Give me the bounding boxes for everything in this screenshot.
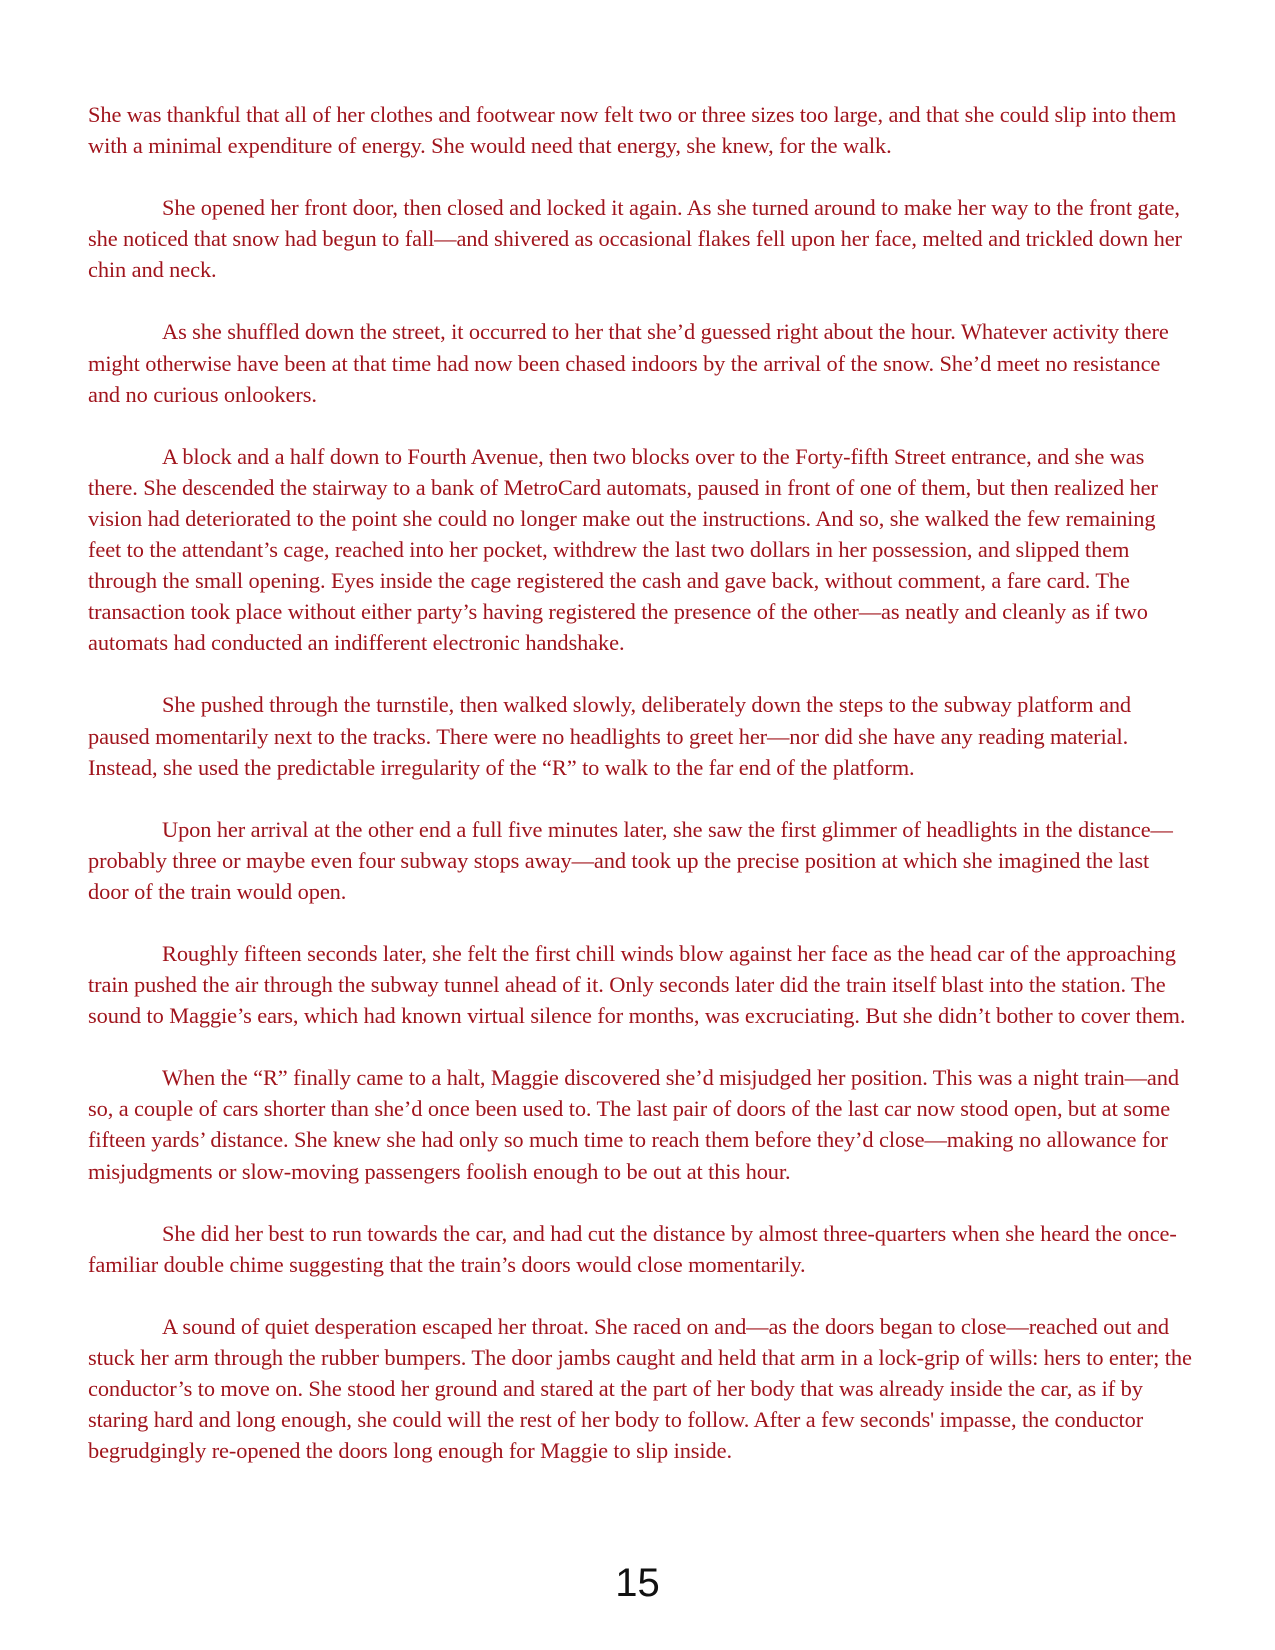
paragraph-5: She pushed through the turnstile, then walked slowly, deliberately down the steps to the subway platform and paused momentarily next to the tracks. There were no headlights to greet her—nor did she have any reading material. Instead, she used the predictable irregularity of the “R” to walk to the far end of the platform. [88,692,1132,780]
paragraph-3: As she shuffled down the street, it occurred to her that she’d guessed right about the hour. Whatever activity there might otherwise have been at that time had now been chased indoors by the arrival of the snow. She’d meet no resistance and no curious onlookers. [88,319,1169,407]
paragraph-2: She opened her front door, then closed and locked it again. As she turned around to make her way to the front gate, she noticed that snow had begun to fall—and shivered as occasional flakes fell upon her face, melted and trickled down her chin and neck. [88,195,1182,283]
page-number: 15 [615,1561,660,1605]
paragraph-6: Upon her arrival at the other end a full five minutes later, she saw the first glimmer of headlights in the distance—probably three or maybe even four subway stops away—and took up the precise position at which she imagined the last door of the train would open. [88,816,1173,904]
paragraph-1: She was thankful that all of her clothes and footwear now felt two or three sizes too large, and that she could slip into them with a minimal expenditure of energy. She would need that energy, she knew, for the walk. [88,102,1177,159]
paragraph-4: A block and a half down to Fourth Avenue, then two blocks over to the Forty-fifth Street entrance, and she was there. She descended the stairway to a bank of MetroCard automats, paused in front of one of them, but then realized her vision had deteriorated to the point she could no longer make out the instructions. And so, she walked the few remaining feet to the attendant’s cage, reached into her pocket, withdrew the last two dollars in her possession, and slipped them through the small opening. Eyes inside the cage registered the cash and gave back, without comment, a fare card. The transaction took place without either party’s having registered the presence of the other—as neatly and cleanly as if two automats had conducted an indifferent electronic handshake. [88,443,1158,656]
paragraph-7: Roughly fifteen seconds later, she felt the first chill winds blow against her face as the head car of the approaching train pushed the air through the subway tunnel ahead of it. Only seconds later did the train itself blast into the station. The sound to Maggie’s ears, which had known virtual silence for months, was excruciating. But she didn’t bother to cover them. [88,940,1186,1029]
paragraph-9: She did her best to run towards the car, and had cut the distance by almost three-quarters when she heard the once-familiar double chime suggesting that the train’s doors would close momentarily. [88,1220,1177,1277]
page-body [88,99,1192,1497]
paragraph-10: A sound of quiet desperation escaped her throat. She raced on and—as the doors began to close—reached out and stuck her arm through the rubber bumpers. The door jambs caught and held that arm in a lock-grip of wills: hers to enter; the conductor’s to move on. She stood her ground and stared at the part of her body that was already inside the car, as if by staring hard and long enough, she could will the rest of her body to follow. After a few seconds' impasse, the conductor begrudgingly re-opened the doors long enough for Maggie to slip inside. [88,1313,1192,1464]
paragraph-8: When the “R” finally came to a halt, Maggie discovered she’d misjudged her position. This was a night train—and so, a couple of cars shorter than she’d once been used to. The last pair of doors of the last car now stood open, but at some fifteen yards’ distance. She knew she had only so much time to reach them before they’d close—making no allowance for misjudgments or slow-moving passengers foolish enough to be out at this hour. [88,1065,1179,1184]
